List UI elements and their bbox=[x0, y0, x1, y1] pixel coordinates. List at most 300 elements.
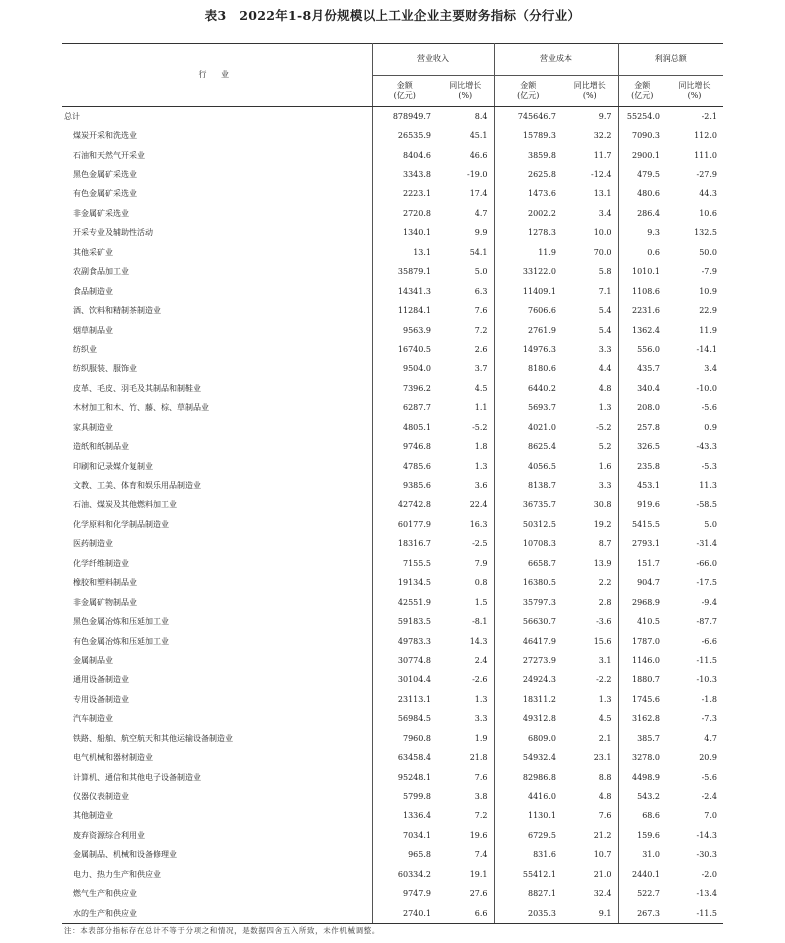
profit-growth-cell: 10.9 bbox=[699, 286, 717, 296]
revenue-amount-cell: 56984.5 bbox=[372, 710, 437, 729]
profit-growth-cell: 5.0 bbox=[704, 519, 717, 529]
table-row bbox=[62, 904, 723, 924]
profit-amount-cell: 522.7 bbox=[618, 885, 666, 904]
cost-amount-cell: 745646.7 bbox=[494, 107, 562, 127]
cost-amount-cell: 831.6 bbox=[494, 846, 562, 865]
cost-growth-cell: 13.1 bbox=[593, 189, 612, 199]
profit-amount-cell: 410.5 bbox=[618, 612, 666, 631]
revenue-growth-cell: 16.3 bbox=[469, 519, 488, 529]
cost-amount-cell: 7606.6 bbox=[494, 301, 562, 320]
profit-amount-cell: 479.5 bbox=[618, 165, 666, 184]
profit-growth-cell: 11.9 bbox=[699, 325, 717, 335]
cost-growth-cell: 70.0 bbox=[593, 247, 612, 257]
table-row bbox=[62, 243, 723, 262]
cost-amount-cell: 55412.1 bbox=[494, 865, 562, 884]
table-row bbox=[62, 748, 723, 767]
industry-name-cell: 印刷和记录媒介复制业 bbox=[73, 461, 153, 471]
revenue-amount-cell: 49783.3 bbox=[372, 632, 437, 651]
industry-name-cell: 其他采矿业 bbox=[73, 247, 113, 257]
industry-name-cell: 化学原料和化学制品制造业 bbox=[73, 519, 169, 529]
industry-name-cell: 纺织服装、服饰业 bbox=[73, 364, 137, 374]
table-row bbox=[62, 651, 723, 670]
industry-name-cell: 铁路、船舶、航空航天和其他运输设备制造业 bbox=[73, 733, 233, 743]
revenue-amount-cell: 7034.1 bbox=[372, 826, 437, 845]
cost-growth-cell: 10.7 bbox=[593, 850, 612, 860]
industry-name-cell: 造纸和纸制品业 bbox=[73, 442, 129, 452]
profit-growth-cell: -43.3 bbox=[696, 442, 717, 452]
revenue-growth-cell: 21.8 bbox=[469, 753, 488, 763]
profit-amount-cell: 1880.7 bbox=[618, 671, 666, 690]
revenue-growth-cell: 1.5 bbox=[474, 597, 488, 607]
revenue-amount-cell: 7155.5 bbox=[372, 554, 437, 573]
table-row bbox=[62, 146, 723, 165]
table-row bbox=[62, 418, 723, 437]
industry-name-cell: 化学纤维制造业 bbox=[73, 558, 129, 568]
industry-name-cell: 橡胶和塑料制品业 bbox=[73, 578, 137, 588]
cost-amount-cell: 3859.8 bbox=[494, 146, 562, 165]
industry-name-cell: 开采专业及辅助性活动 bbox=[73, 228, 153, 238]
industry-name-cell: 非金属矿采选业 bbox=[73, 208, 129, 218]
revenue-growth-cell: 0.8 bbox=[474, 578, 488, 588]
revenue-amount-cell: 30774.8 bbox=[372, 651, 437, 670]
cost-amount-cell: 11409.1 bbox=[494, 282, 562, 301]
profit-amount-cell: 5415.5 bbox=[618, 515, 666, 534]
cost-amount-cell: 14976.3 bbox=[494, 340, 562, 359]
industry-name-cell: 烟草制品业 bbox=[73, 325, 113, 335]
revenue-amount-cell: 4785.6 bbox=[372, 457, 437, 476]
table-row bbox=[62, 826, 723, 845]
revenue-amount-cell: 60177.9 bbox=[372, 515, 437, 534]
industry-name-cell: 通用设备制造业 bbox=[73, 675, 129, 685]
cost-amount-cell: 5693.7 bbox=[494, 399, 562, 418]
table-footnote: 注：本表部分指标存在总计不等于分项之和情况，是数据四舍五入所致，未作机械调整。 bbox=[64, 926, 380, 935]
profit-growth-cell: -5.6 bbox=[701, 403, 717, 413]
industry-name-cell: 金属制品、机械和设备修理业 bbox=[73, 850, 177, 860]
cost-amount-cell: 27273.9 bbox=[494, 651, 562, 670]
revenue-growth-cell: -8.1 bbox=[472, 617, 488, 627]
revenue-amount-cell: 2720.8 bbox=[372, 204, 437, 223]
profit-amount-cell: 31.0 bbox=[618, 846, 666, 865]
industry-name-cell: 总计 bbox=[64, 111, 80, 121]
profit-amount-cell: 2968.9 bbox=[618, 593, 666, 612]
revenue-amount-cell: 60334.2 bbox=[372, 865, 437, 884]
table-row bbox=[62, 885, 723, 904]
revenue-growth-cell: 46.6 bbox=[469, 150, 488, 160]
cost-growth-cell: 19.2 bbox=[593, 519, 612, 529]
profit-amount-cell: 4498.9 bbox=[618, 768, 666, 787]
table-row bbox=[62, 632, 723, 651]
table-row bbox=[62, 340, 723, 359]
profit-growth-cell: -30.3 bbox=[696, 850, 717, 860]
financial-indicators-table bbox=[62, 43, 723, 924]
profit-growth-cell: -11.5 bbox=[696, 655, 717, 665]
profit-growth-cell: -2.4 bbox=[701, 792, 717, 802]
profit-growth-cell: -9.4 bbox=[701, 597, 717, 607]
cost-growth-cell: 32.4 bbox=[593, 889, 612, 899]
cost-growth-cell: 1.3 bbox=[598, 694, 612, 704]
revenue-growth-cell: -19.0 bbox=[466, 170, 488, 180]
table-row bbox=[62, 379, 723, 398]
profit-growth-cell: 112.0 bbox=[694, 131, 717, 141]
cost-amount-cell: 8138.7 bbox=[494, 476, 562, 495]
profit-growth-cell: -11.5 bbox=[666, 904, 723, 924]
profit-growth-cell: 111.0 bbox=[694, 150, 717, 160]
profit-amount-cell: 151.7 bbox=[618, 554, 666, 573]
industry-name-cell: 纺织业 bbox=[73, 344, 97, 354]
revenue-amount-header: 金额 (亿元) bbox=[372, 76, 437, 107]
profit-growth-cell: -27.9 bbox=[696, 170, 717, 180]
industry-name-cell: 黑色金属矿采选业 bbox=[73, 170, 137, 180]
cost-growth-cell: 11.7 bbox=[593, 150, 612, 160]
industry-name-cell: 燃气生产和供应业 bbox=[73, 889, 137, 899]
cost-growth-cell: 4.5 bbox=[598, 714, 612, 724]
industry-name-cell: 石油、煤炭及其他燃料加工业 bbox=[73, 500, 177, 510]
cost-growth-cell: 2.1 bbox=[598, 733, 612, 743]
industry-name-cell: 黑色金属冶炼和压延加工业 bbox=[73, 617, 169, 627]
industry-name-cell: 家具制造业 bbox=[73, 422, 113, 432]
revenue-amount-cell: 26535.9 bbox=[372, 126, 437, 145]
cost-amount-cell: 8827.1 bbox=[494, 885, 562, 904]
revenue-amount-cell: 9385.6 bbox=[372, 476, 437, 495]
cost-growth-cell: 23.1 bbox=[593, 753, 612, 763]
cost-growth-cell: 7.6 bbox=[598, 811, 612, 821]
cost-amount-cell: 33122.0 bbox=[494, 263, 562, 282]
revenue-amount-cell: 13.1 bbox=[372, 243, 437, 262]
cost-amount-cell: 4021.0 bbox=[494, 418, 562, 437]
profit-growth-cell: -17.5 bbox=[696, 578, 717, 588]
revenue-amount-cell: 42742.8 bbox=[372, 496, 437, 515]
revenue-growth-cell: -2.5 bbox=[472, 539, 488, 549]
table-row bbox=[62, 612, 723, 631]
profit-amount-cell: 1787.0 bbox=[618, 632, 666, 651]
cost-amount-cell: 1278.3 bbox=[494, 224, 562, 243]
profit-growth-cell: -10.3 bbox=[696, 675, 717, 685]
profit-growth-cell: -10.0 bbox=[696, 383, 717, 393]
profit-amount-cell: 159.6 bbox=[618, 826, 666, 845]
revenue-growth-cell: 7.4 bbox=[474, 850, 488, 860]
industry-column-header: 行 业 bbox=[62, 43, 372, 107]
cost-growth-cell: 7.1 bbox=[598, 286, 612, 296]
revenue-amount-cell: 9746.8 bbox=[372, 437, 437, 456]
profit-amount-cell: 1108.6 bbox=[618, 282, 666, 301]
profit-amount-cell: 9.3 bbox=[618, 224, 666, 243]
revenue-group-header: 营业收入 bbox=[372, 43, 494, 76]
profit-growth-cell: -6.6 bbox=[701, 636, 717, 646]
profit-growth-cell: 11.3 bbox=[699, 481, 717, 491]
revenue-growth-cell: 2.4 bbox=[474, 655, 488, 665]
profit-amount-cell: 1362.4 bbox=[618, 321, 666, 340]
table-row bbox=[62, 263, 723, 282]
revenue-amount-cell: 14341.3 bbox=[372, 282, 437, 301]
cost-amount-cell: 24924.3 bbox=[494, 671, 562, 690]
profit-growth-cell: -7.9 bbox=[701, 267, 717, 277]
profit-amount-header: 金额 (亿元) bbox=[618, 76, 666, 107]
table-row bbox=[62, 515, 723, 534]
industry-name-cell: 有色金属矿采选业 bbox=[73, 189, 137, 199]
profit-growth-cell: -58.5 bbox=[696, 500, 717, 510]
cost-growth-cell: 5.2 bbox=[598, 442, 612, 452]
cost-growth-cell: 32.2 bbox=[593, 131, 612, 141]
cost-amount-cell: 6729.5 bbox=[494, 826, 562, 845]
industry-name-cell: 木材加工和木、竹、藤、棕、草制品业 bbox=[73, 403, 209, 413]
profit-growth-cell: 20.9 bbox=[699, 753, 717, 763]
industry-name-cell: 医药制造业 bbox=[73, 539, 113, 549]
table-row bbox=[62, 185, 723, 204]
cost-amount-cell: 82986.8 bbox=[494, 768, 562, 787]
cost-growth-cell: 9.7 bbox=[598, 111, 612, 121]
profit-growth-cell: -31.4 bbox=[696, 539, 717, 549]
industry-name-cell: 水的生产和供应业 bbox=[62, 904, 372, 924]
profit-growth-cell: 22.9 bbox=[699, 306, 717, 316]
profit-growth-cell: 44.3 bbox=[699, 189, 717, 199]
revenue-amount-cell: 35879.1 bbox=[372, 263, 437, 282]
cost-amount-cell: 6809.0 bbox=[494, 729, 562, 748]
cost-growth-cell: 5.4 bbox=[598, 306, 612, 316]
revenue-growth-cell: 1.8 bbox=[474, 442, 488, 452]
revenue-growth-cell: 8.4 bbox=[474, 111, 488, 121]
profit-growth-cell: -5.3 bbox=[701, 461, 717, 471]
revenue-amount-cell: 19134.5 bbox=[372, 574, 437, 593]
profit-amount-cell: 919.6 bbox=[618, 496, 666, 515]
industry-name-cell: 农副食品加工业 bbox=[73, 267, 129, 277]
table-row bbox=[62, 554, 723, 573]
revenue-growth-cell: 1.3 bbox=[474, 461, 488, 471]
revenue-amount-cell: 9563.9 bbox=[372, 321, 437, 340]
profit-growth-cell: 3.4 bbox=[704, 364, 717, 374]
revenue-amount-cell: 9747.9 bbox=[372, 885, 437, 904]
revenue-growth-cell: 1.9 bbox=[474, 733, 488, 743]
table-row bbox=[62, 476, 723, 495]
cost-growth-cell: 3.1 bbox=[598, 655, 612, 665]
revenue-growth-cell: 19.1 bbox=[469, 869, 488, 879]
profit-growth-cell: -2.0 bbox=[701, 869, 717, 879]
industry-name-cell: 汽车制造业 bbox=[73, 714, 113, 724]
revenue-growth-cell: 2.6 bbox=[474, 344, 488, 354]
revenue-growth-cell: 22.4 bbox=[469, 500, 488, 510]
revenue-amount-cell: 95248.1 bbox=[372, 768, 437, 787]
cost-growth-cell: -2.2 bbox=[596, 675, 612, 685]
profit-amount-cell: 340.4 bbox=[618, 379, 666, 398]
profit-amount-cell: 453.1 bbox=[618, 476, 666, 495]
revenue-amount-cell: 965.8 bbox=[372, 846, 437, 865]
table-row bbox=[62, 301, 723, 320]
cost-growth-cell: 3.4 bbox=[598, 208, 612, 218]
industry-name-cell: 石油和天然气开采业 bbox=[73, 150, 145, 160]
profit-amount-cell: 2231.6 bbox=[618, 301, 666, 320]
profit-amount-cell: 543.2 bbox=[618, 787, 666, 806]
table-title: 表3 2022年1-8月份规模以上工业企业主要财务指标（分行业） bbox=[204, 8, 581, 23]
profit-growth-cell: -7.3 bbox=[701, 714, 717, 724]
cost-amount-cell: 2625.8 bbox=[494, 165, 562, 184]
profit-amount-cell: 1010.1 bbox=[618, 263, 666, 282]
revenue-growth-cell: 7.6 bbox=[474, 306, 488, 316]
revenue-amount-cell: 2223.1 bbox=[372, 185, 437, 204]
profit-growth-cell: -2.1 bbox=[701, 111, 717, 121]
revenue-growth-cell: 3.7 bbox=[474, 364, 488, 374]
profit-amount-cell: 0.6 bbox=[618, 243, 666, 262]
table-row bbox=[62, 710, 723, 729]
table-row bbox=[62, 729, 723, 748]
profit-growth-cell: -13.4 bbox=[696, 889, 717, 899]
cost-amount-header: 金额 (亿元) bbox=[494, 76, 562, 107]
revenue-growth-cell: 27.6 bbox=[469, 889, 488, 899]
revenue-growth-cell: 1.1 bbox=[474, 403, 488, 413]
profit-amount-cell: 257.8 bbox=[618, 418, 666, 437]
cost-growth-cell: 3.3 bbox=[598, 344, 612, 354]
profit-amount-cell: 2793.1 bbox=[618, 535, 666, 554]
cost-amount-cell: 8180.6 bbox=[494, 360, 562, 379]
profit-amount-cell: 235.8 bbox=[618, 457, 666, 476]
table-row bbox=[62, 204, 723, 223]
table-row bbox=[62, 593, 723, 612]
cost-growth-cell: -3.6 bbox=[596, 617, 612, 627]
table-row bbox=[62, 321, 723, 340]
profit-amount-cell: 7090.3 bbox=[618, 126, 666, 145]
revenue-amount-cell: 63458.4 bbox=[372, 748, 437, 767]
revenue-growth-cell: 3.8 bbox=[474, 792, 488, 802]
table-row bbox=[62, 165, 723, 184]
revenue-growth-cell: 3.3 bbox=[474, 714, 488, 724]
revenue-growth-cell: -5.2 bbox=[472, 422, 488, 432]
cost-growth-cell: 21.2 bbox=[593, 830, 612, 840]
revenue-growth-cell: 9.9 bbox=[474, 228, 488, 238]
profit-amount-cell: 208.0 bbox=[618, 399, 666, 418]
revenue-amount-cell: 18316.7 bbox=[372, 535, 437, 554]
profit-group-header: 利润总额 bbox=[618, 43, 723, 76]
cost-amount-cell: 11.9 bbox=[494, 243, 562, 262]
industry-name-cell: 电气机械和器材制造业 bbox=[73, 753, 153, 763]
cost-amount-cell: 50312.5 bbox=[494, 515, 562, 534]
cost-growth-cell: 1.6 bbox=[598, 461, 612, 471]
table-row bbox=[62, 671, 723, 690]
revenue-growth-cell: 6.3 bbox=[474, 286, 488, 296]
profit-growth-cell: 0.9 bbox=[704, 422, 717, 432]
profit-amount-cell: 385.7 bbox=[618, 729, 666, 748]
industry-name-cell: 煤炭开采和洗选业 bbox=[73, 131, 137, 141]
cost-amount-cell: 16380.5 bbox=[494, 574, 562, 593]
cost-amount-cell: 2002.2 bbox=[494, 204, 562, 223]
profit-amount-cell: 2900.1 bbox=[618, 146, 666, 165]
revenue-amount-cell: 42551.9 bbox=[372, 593, 437, 612]
table-row bbox=[62, 865, 723, 884]
revenue-amount-cell: 9504.0 bbox=[372, 360, 437, 379]
cost-growth-cell: 10.0 bbox=[593, 228, 612, 238]
industry-name-cell: 废弃资源综合利用业 bbox=[73, 830, 145, 840]
cost-amount-cell: 35797.3 bbox=[494, 593, 562, 612]
profit-amount-cell: 435.7 bbox=[618, 360, 666, 379]
cost-amount-cell: 6440.2 bbox=[494, 379, 562, 398]
cost-growth-cell: 4.8 bbox=[598, 792, 612, 802]
cost-amount-cell: 2761.9 bbox=[494, 321, 562, 340]
table-row bbox=[62, 535, 723, 554]
cost-growth-cell: 1.3 bbox=[598, 403, 612, 413]
cost-growth-cell: 5.4 bbox=[598, 325, 612, 335]
profit-growth-cell: -87.7 bbox=[696, 617, 717, 627]
profit-amount-cell: 286.4 bbox=[618, 204, 666, 223]
profit-amount-cell: 2440.1 bbox=[618, 865, 666, 884]
revenue-amount-cell: 30104.4 bbox=[372, 671, 437, 690]
profit-amount-cell: 1146.0 bbox=[618, 651, 666, 670]
revenue-growth-cell: 14.3 bbox=[469, 636, 488, 646]
revenue-amount-cell: 878949.7 bbox=[372, 107, 437, 127]
cost-amount-cell: 15789.3 bbox=[494, 126, 562, 145]
cost-growth-cell: 3.3 bbox=[598, 481, 612, 491]
profit-amount-cell: 267.3 bbox=[618, 904, 666, 924]
cost-amount-cell: 2035.3 bbox=[494, 904, 562, 924]
revenue-growth-cell: 7.9 bbox=[474, 558, 488, 568]
cost-growth-cell: 2.2 bbox=[598, 578, 612, 588]
profit-amount-cell: 480.6 bbox=[618, 185, 666, 204]
revenue-growth-cell: 19.6 bbox=[469, 830, 488, 840]
profit-growth-cell: 7.0 bbox=[704, 811, 717, 821]
industry-name-cell: 皮革、毛皮、羽毛及其制品和制鞋业 bbox=[73, 383, 201, 393]
cost-growth-cell: 4.8 bbox=[598, 383, 612, 393]
revenue-growth-cell: 54.1 bbox=[469, 247, 488, 257]
industry-name-cell: 文教、工美、体育和娱乐用品制造业 bbox=[73, 481, 201, 491]
industry-name-cell: 有色金属冶炼和压延加工业 bbox=[73, 636, 169, 646]
cost-growth-cell: 8.7 bbox=[598, 539, 612, 549]
profit-growth-cell: -5.6 bbox=[701, 772, 717, 782]
revenue-growth-cell: 7.6 bbox=[474, 772, 488, 782]
table-row bbox=[62, 768, 723, 787]
profit-amount-cell: 3278.0 bbox=[618, 748, 666, 767]
revenue-amount-cell: 6287.7 bbox=[372, 399, 437, 418]
table-row bbox=[62, 574, 723, 593]
industry-name-cell: 计算机、通信和其他电子设备制造业 bbox=[73, 772, 201, 782]
revenue-amount-cell: 5799.8 bbox=[372, 787, 437, 806]
profit-growth-cell: 4.7 bbox=[704, 733, 717, 743]
revenue-growth-cell: 7.2 bbox=[474, 325, 488, 335]
cost-group-header: 营业成本 bbox=[494, 43, 618, 76]
profit-growth-cell: 10.6 bbox=[699, 208, 717, 218]
industry-name-cell: 非金属矿物制品业 bbox=[73, 597, 137, 607]
cost-growth-cell: 2.8 bbox=[598, 597, 612, 607]
cost-amount-cell: 6658.7 bbox=[494, 554, 562, 573]
table-row bbox=[62, 846, 723, 865]
profit-growth-cell: -66.0 bbox=[696, 558, 717, 568]
profit-amount-cell: 904.7 bbox=[618, 574, 666, 593]
profit-amount-cell: 326.5 bbox=[618, 437, 666, 456]
table-row bbox=[62, 457, 723, 476]
cost-amount-cell: 4056.5 bbox=[494, 457, 562, 476]
cost-growth-header: 同比增长 (%) bbox=[562, 76, 618, 107]
industry-name-cell: 金属制品业 bbox=[73, 655, 113, 665]
cost-growth-cell: 4.4 bbox=[598, 364, 612, 374]
table-row bbox=[62, 126, 723, 145]
revenue-growth-cell: 7.2 bbox=[474, 811, 488, 821]
profit-growth-cell: 132.5 bbox=[694, 228, 717, 238]
table-row bbox=[62, 807, 723, 826]
cost-amount-cell: 1473.6 bbox=[494, 185, 562, 204]
revenue-growth-header: 同比增长 (%) bbox=[437, 76, 494, 107]
profit-growth-cell: -1.8 bbox=[701, 694, 717, 704]
revenue-amount-cell: 23113.1 bbox=[372, 690, 437, 709]
profit-amount-cell: 556.0 bbox=[618, 340, 666, 359]
revenue-growth-cell: -2.6 bbox=[472, 675, 488, 685]
cost-growth-cell: 30.8 bbox=[593, 500, 612, 510]
revenue-growth-cell: 3.6 bbox=[474, 481, 488, 491]
revenue-growth-cell: 6.6 bbox=[437, 904, 494, 924]
cost-amount-cell: 56630.7 bbox=[494, 612, 562, 631]
cost-amount-cell: 4416.0 bbox=[494, 787, 562, 806]
revenue-amount-cell: 1340.1 bbox=[372, 224, 437, 243]
cost-amount-cell: 8625.4 bbox=[494, 437, 562, 456]
table-row bbox=[62, 107, 723, 127]
industry-name-cell: 电力、热力生产和供应业 bbox=[73, 869, 161, 879]
cost-amount-cell: 49312.8 bbox=[494, 710, 562, 729]
cost-growth-cell: 9.1 bbox=[562, 904, 618, 924]
industry-name-cell: 其他制造业 bbox=[73, 811, 113, 821]
